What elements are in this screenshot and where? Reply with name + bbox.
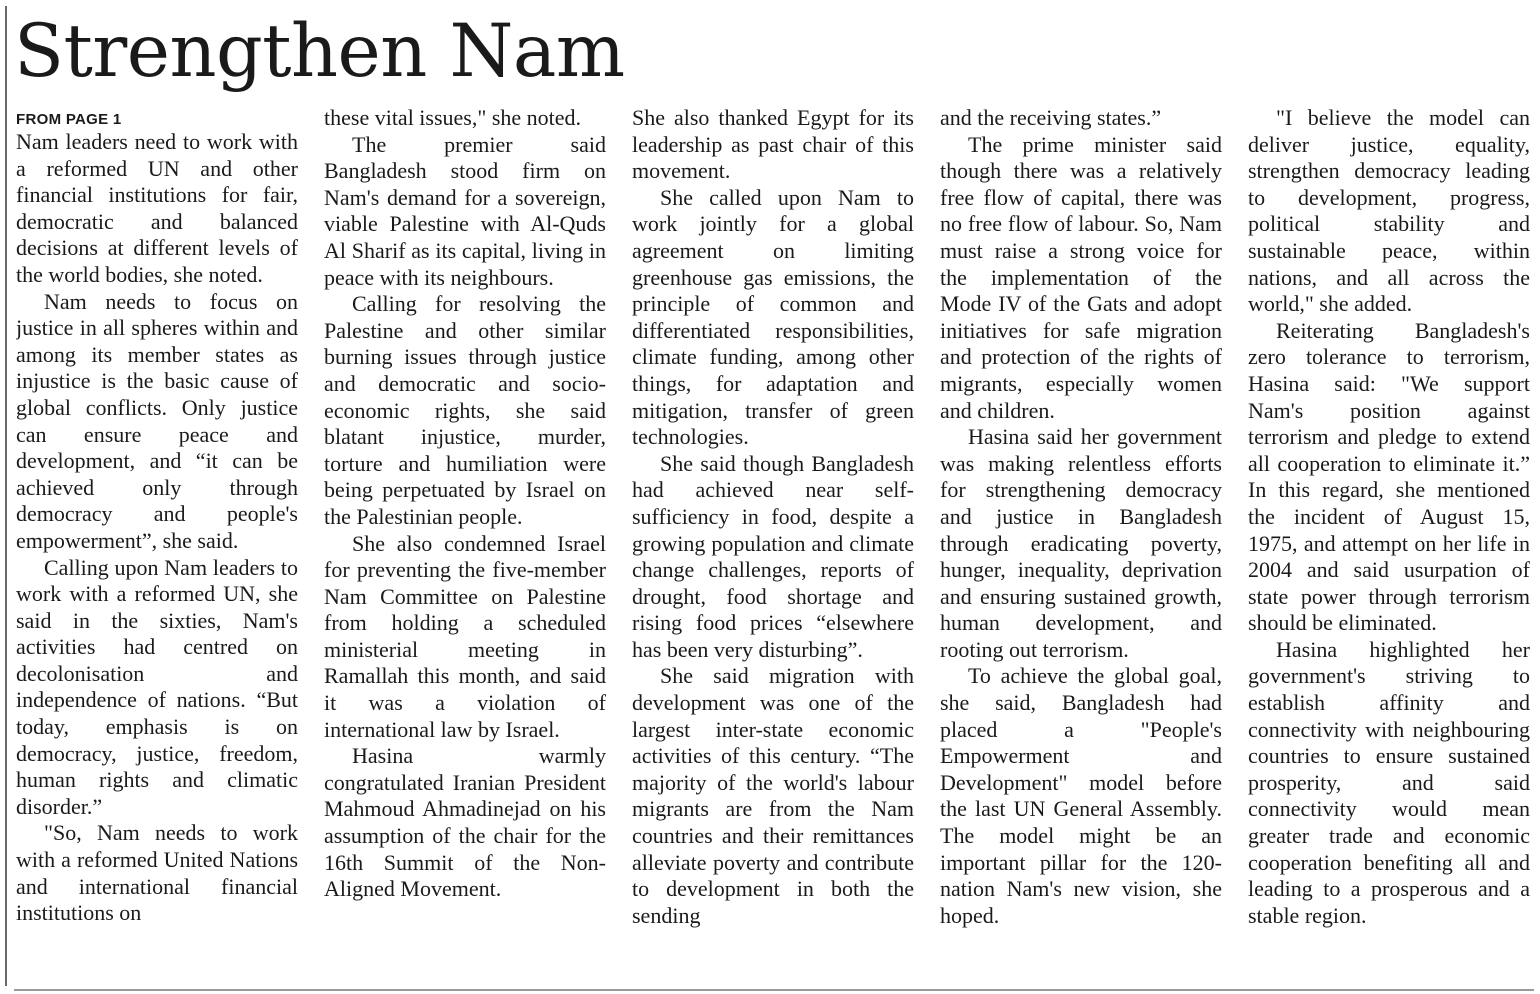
paragraph: She called upon Nam to work jointly for a global agreement on limiting greenhouse gas emissions, the principle of common and differentiated responsibilities, climate funding, among other things, for adaptation and mitigation, transfer of green technologies. (632, 184, 914, 450)
paragraph: Nam leaders need to work with a reformed UN and other financial institutions for fair, democratic and balanced decisions at different levels of the world bodies, she noted. (16, 129, 298, 287)
paragraph: She also condemned Israel for preventing the five-member Nam Committee on Palestine from holding a scheduled ministerial meeting in Ramallah this month, and said it was a violation of international law by Israel. (324, 530, 606, 742)
paragraph: Calling for resolving the Palestine and other similar burning issues through justice and democratic and socio-economic rights, she said blatant injustice, murder, torture and humiliation were being perpetuated by Israel on the Palestinian people. (324, 291, 606, 529)
paragraph: "So, Nam needs to work with a reformed United Nations and international financial institutions on (16, 820, 298, 926)
paragraph: Hasina said her government was making relentless efforts for strengthening democracy and justice in Bangladesh through eradicating poverty, hunger, inequality, deprivation and ensuring sustained growth, human development, and rooting out terrorism. (940, 424, 1222, 662)
paragraph: Hasina warmly congratulated Iranian President Mahmoud Ahmadinejad on his assumption of the chair for the 16th Summit of the Non-Aligned Movement. (324, 743, 606, 902)
paragraph: Calling upon Nam leaders to work with a reformed UN, she said in the sixties, Nam's activities had centred on decolonisation and independence of nations. “But today, emphasis is on democracy, justice, freedom, human rights and climatic disorder.” (16, 554, 298, 819)
article-column-5 (1248, 105, 1530, 985)
article-column-4 (940, 105, 1222, 985)
paragraph: Reiterating Bangladesh's zero tolerance to terrorism, Hasina said: "We support Nam's position against terrorism and pledge to extend all cooperation to eliminate it.” In this regard, she mentioned the incident of August 15, 1975, and attempt on her life in 2004 and said usurpation of state power through terrorism should be eliminated. (1248, 317, 1530, 636)
kicker-from-page: FROM PAGE 1 (16, 111, 122, 128)
headline: Strengthen Nam (14, 9, 625, 94)
paragraph: She said migration with development was one of the largest inter-state economic activities of this century. “The majority of the world's labour migrants are from the Nam countries and their remittances alleviate poverty and contribute to development in both the sending (632, 663, 914, 928)
column-rule-left (5, 6, 7, 986)
paragraph: To achieve the global goal, she said, Bangladesh had placed a "People's Empowerment and Development" model before the last UN General Assembly. The model might be an important pillar for the 120-nation Nam's new vision, she hoped. (940, 663, 1222, 928)
paragraph: these vital issues," she noted. (324, 105, 582, 130)
paragraph: The premier said Bangladesh stood firm on Nam's demand for a sovereign, viable Palestine with Al-Quds Al Sharif as its capital, living in peace with its neighbours. (324, 131, 606, 290)
paragraph: and the receiving states.” (940, 105, 1162, 130)
paragraph: The prime minister said though there was a relatively free flow of capital, there was no free flow of labour. So, Nam must raise a strong voice for the implementation of the Mode IV of the Gats and adopt initiatives for safe migration and protection of the rights of migrants, especially women and children. (940, 131, 1222, 423)
article-column-1 (16, 107, 298, 987)
article-column-3 (632, 105, 914, 985)
paragraph: Nam needs to focus on justice in all spheres within and among its member states as injustice is the basic cause of global conflicts. Only justice can ensure peace and development, and “it can be achieved only through democracy and people's empowerment”, she said. (16, 288, 298, 553)
bottom-rule (14, 989, 1534, 991)
paragraph: She also thanked Egypt for its leadership as past chair of this movement. (632, 105, 914, 184)
paragraph: She said though Bangladesh had achieved near self-sufficiency in food, despite a growing population and climate change challenges, reports of drought, food shortage and rising food prices “elsewhere has been very disturbing”. (632, 450, 914, 662)
paragraph: "I believe the model can deliver justice, equality, strengthen democracy leading to development, progress, political stability and sustainable peace, within nations, and all across the world," she added. (1248, 105, 1530, 317)
article-column-2 (324, 105, 606, 985)
paragraph: Hasina highlighted her government's striving to establish affinity and connectivity with neighbouring countries to ensure sustained prosperity, and said connectivity would mean greater trade and economic cooperation benefiting all and leading to a prosperous and a stable region. (1248, 636, 1530, 928)
